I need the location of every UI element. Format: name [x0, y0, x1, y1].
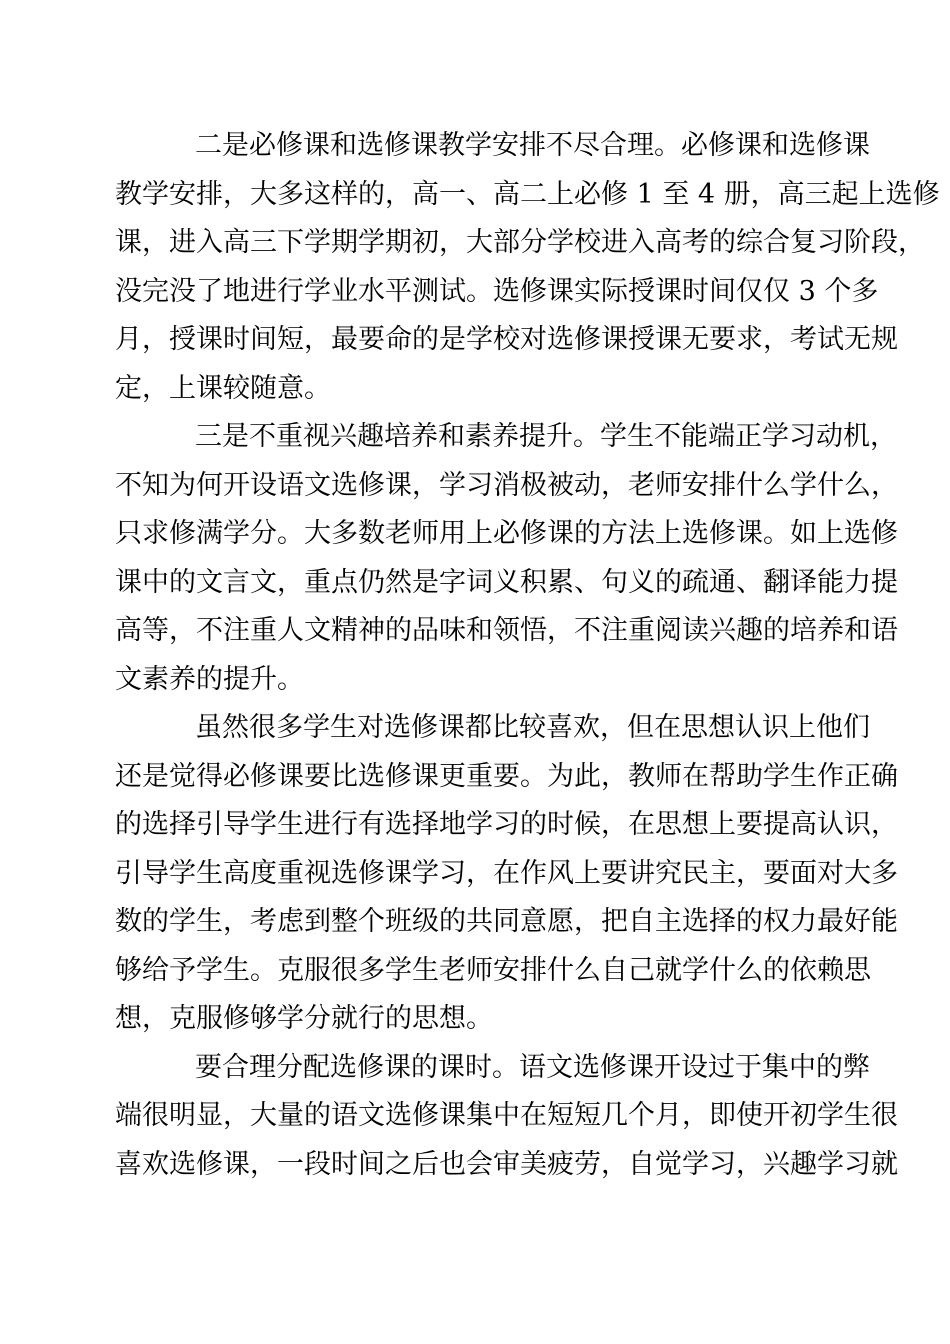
- paragraph-1: [115, 122, 940, 413]
- text-line: 数的学生，考虑到整个班级的共同意愿，把自主选择的权力最好能: [115, 906, 898, 937]
- text-line: 不知为何开设语文选修课，学习消极被动，老师安排什么学什么，: [115, 469, 898, 501]
- text-line: 教学安排，大多这样的，高一、高二上必修 1 至 4 册，高三起上选修: [115, 178, 940, 210]
- text-line: 喜欢选修课，一段时间之后也会审美疲劳，自觉学习，兴趣学习就: [115, 1148, 898, 1180]
- document-page: [115, 122, 940, 1189]
- text-line: 三是不重视兴趣培养和素养提升。学生不能端正学习动机，: [195, 421, 897, 452]
- text-line: 课中的文言文，重点仍然是字词义积累、句义的疏通、翻译能力提: [115, 566, 898, 598]
- text-line: 引导学生高度重视选修课学习，在作风上要讲究民主，要面对大多: [115, 857, 898, 889]
- text-line: 要合理分配选修课的课时。语文选修课开设过于集中的弊: [195, 1051, 870, 1083]
- text-line: 还是觉得必修课要比选修课更重要。为此，教师在帮助学生作正确: [115, 760, 898, 792]
- text-line: 没完没了地进行学业水平测试。选修课实际授课时间仅仅 3 个多: [115, 275, 879, 307]
- text-line: 月，授课时间短，最要命的是学校对选修课授课无要求，考试无规: [115, 324, 898, 355]
- text-line: 端很明显，大量的语文选修课集中在短短几个月，即使开初学生很: [115, 1100, 898, 1131]
- text-line: 够给予学生。克服很多学生老师安排什么自己就学什么的依赖思: [115, 954, 871, 986]
- text-line: 想，克服修够学分就行的思想。: [115, 1003, 493, 1034]
- text-line: 只求修满学分。大多数老师用上必修课的方法上选修课。如上选修: [115, 518, 898, 549]
- text-line: 二是必修课和选修课教学安排不尽合理。必修课和选修课: [195, 130, 870, 161]
- paragraph-4: [115, 1044, 898, 1190]
- text-line: 高等，不注重人文精神的品味和领悟，不注重阅读兴趣的培养和语: [115, 615, 898, 646]
- text-line: 虽然很多学生对选修课都比较喜欢，但在思想认识上他们: [195, 712, 870, 743]
- text-line: 的选择引导学生进行有选择地学习的时候，在思想上要提高认识，: [115, 809, 898, 840]
- text-line: 文素养的提升。: [115, 663, 304, 695]
- text-line: 课，进入高三下学期学期初，大部分学校进入高考的综合复习阶段，: [115, 227, 925, 258]
- paragraph-3: [115, 704, 898, 1044]
- paragraph-2: [115, 413, 898, 704]
- text-line: 定，上课较随意。: [115, 372, 331, 404]
